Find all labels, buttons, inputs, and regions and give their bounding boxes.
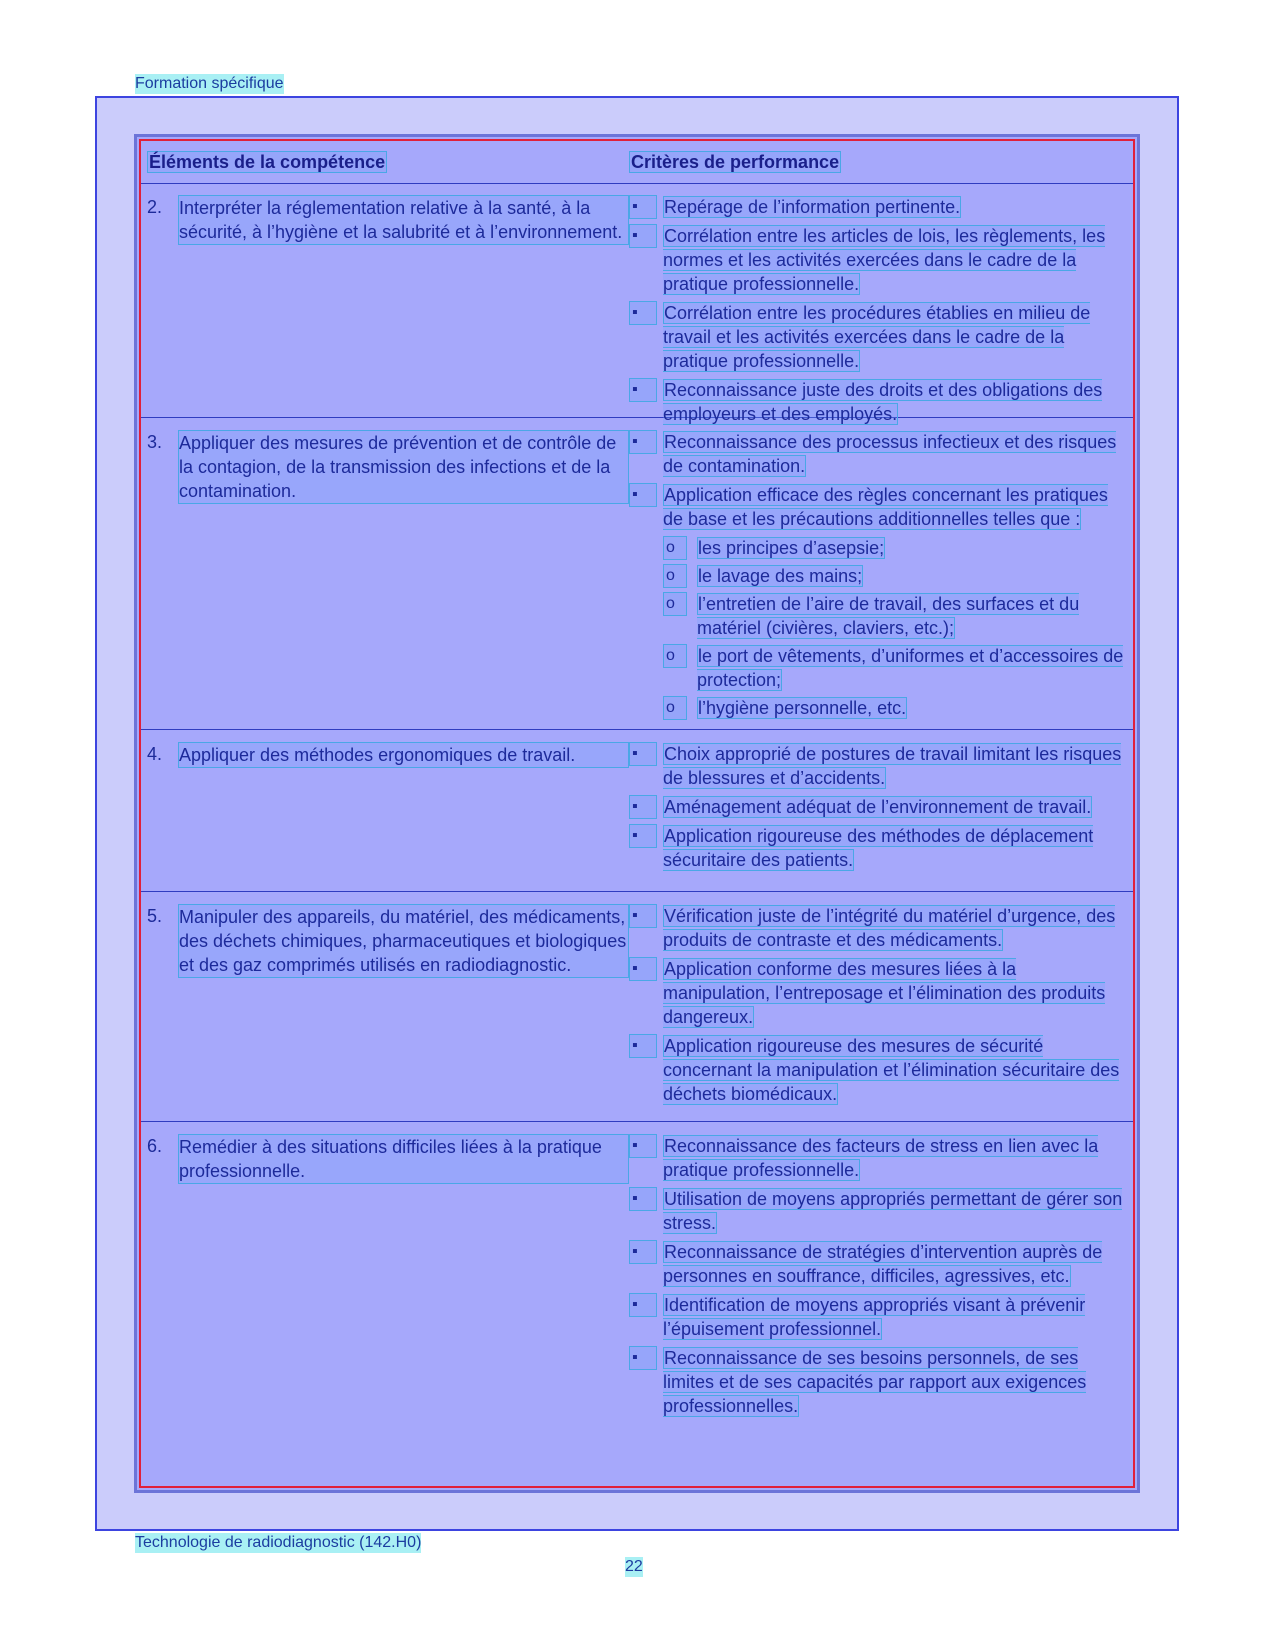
element-number: 5. bbox=[147, 906, 163, 926]
criterion: Reconnaissance de stratégies d’intervention auprès de personnes en souffrance, difficiles, agressives, etc. bbox=[663, 1242, 1103, 1286]
sub-criterion: l’entretien de l’aire de travail, des surfaces et du matériel (civières, claviers, etc.); bbox=[697, 594, 1080, 638]
criterion: Corrélation entre les procédures établies en milieu de travail et les activités exercées dans le cadre de la pratique professionnelle. bbox=[663, 303, 1091, 371]
element-number: 4. bbox=[147, 744, 163, 764]
criterion: Application rigoureuse des méthodes de déplacement sécuritaire des patients. bbox=[663, 826, 1094, 870]
criterion: Application conforme des mesures liées à la manipulation, l’entreposage et l’élimination des produits dangereux. bbox=[663, 959, 1106, 1027]
table-row bbox=[141, 1122, 1133, 1488]
table-row bbox=[141, 418, 1133, 730]
criterion: Identification de moyens appropriés visant à prévenir l’épuisement professionnel. bbox=[663, 1295, 1086, 1339]
criterion: Corrélation entre les articles de lois, les règlements, les normes et les activités exercées dans le cadre de la pratique professionnelle. bbox=[663, 226, 1106, 294]
element-number: 2. bbox=[147, 197, 163, 217]
criterion: Reconnaissance des processus infectieux et des risques de contamination. bbox=[663, 432, 1117, 476]
competence-table bbox=[134, 134, 1140, 1493]
criterion: Reconnaissance des facteurs de stress en lien avec la pratique professionnelle. bbox=[663, 1136, 1099, 1180]
table-row bbox=[141, 730, 1133, 892]
criterion: Repérage de l’information pertinente. bbox=[664, 197, 961, 217]
element-number: 3. bbox=[147, 432, 163, 452]
column-header-criteria: Critères de performance bbox=[631, 152, 840, 172]
sub-criterion: le port de vêtements, d’uniformes et d’accessoires de protection; bbox=[697, 646, 1124, 690]
table-row bbox=[141, 892, 1133, 1122]
sub-criterion: l’hygiène personnelle, etc. bbox=[698, 698, 907, 718]
element-text: Appliquer des méthodes ergonomiques de travail. bbox=[178, 742, 629, 768]
element-text: Appliquer des mesures de prévention et de contrôle de la contagion, de la transmission des infections et de la contamination. bbox=[178, 430, 629, 504]
criterion: Choix approprié de postures de travail limitant les risques de blessures et d’accidents. bbox=[663, 744, 1122, 788]
element-text: Interpréter la réglementation relative à la santé, à la sécurité, à l’hygiène et la salubrité et à l’environnement. bbox=[178, 195, 629, 245]
element-number: 6. bbox=[147, 1136, 163, 1156]
element-text: Manipuler des appareils, du matériel, des médicaments, des déchets chimiques, pharmaceutiques et biologiques et des gaz comprimés utilisés en radiodiagnostic. bbox=[178, 904, 629, 978]
sub-criterion: le lavage des mains; bbox=[698, 566, 863, 586]
criterion: Utilisation de moyens appropriés permettant de gérer son stress. bbox=[663, 1189, 1123, 1233]
table-header-row bbox=[141, 141, 1133, 184]
running-header: Formation spécifique bbox=[135, 75, 284, 92]
criterion: Application efficace des règles concernant les pratiques de base et les précautions additionnelles telles que : bbox=[663, 485, 1108, 529]
criterion: Application rigoureuse des mesures de sécurité concernant la manipulation et l’élimination sécuritaire des déchets biomédicaux. bbox=[663, 1036, 1120, 1104]
criterion: Vérification juste de l’intégrité du matériel d’urgence, des produits de contraste et des médicaments. bbox=[663, 906, 1116, 950]
sub-criterion: les principes d’asepsie; bbox=[698, 538, 885, 558]
criterion: Reconnaissance juste des droits et des obligations des employeurs et des employés. bbox=[663, 380, 1103, 424]
element-text: Remédier à des situations difficiles liées à la pratique professionnelle. bbox=[178, 1134, 629, 1184]
criterion: Reconnaissance de ses besoins personnels, de ses limites et de ses capacités par rapport aux exigences professionnelles. bbox=[663, 1348, 1087, 1416]
running-footer: Technologie de radiodiagnostic (142.H0) bbox=[135, 1534, 422, 1551]
criterion: Aménagement adéquat de l’environnement de travail. bbox=[664, 797, 1092, 817]
column-header-elements: Éléments de la compétence bbox=[149, 152, 386, 172]
table-row bbox=[141, 183, 1133, 424]
page-number: 22 bbox=[625, 1558, 643, 1575]
